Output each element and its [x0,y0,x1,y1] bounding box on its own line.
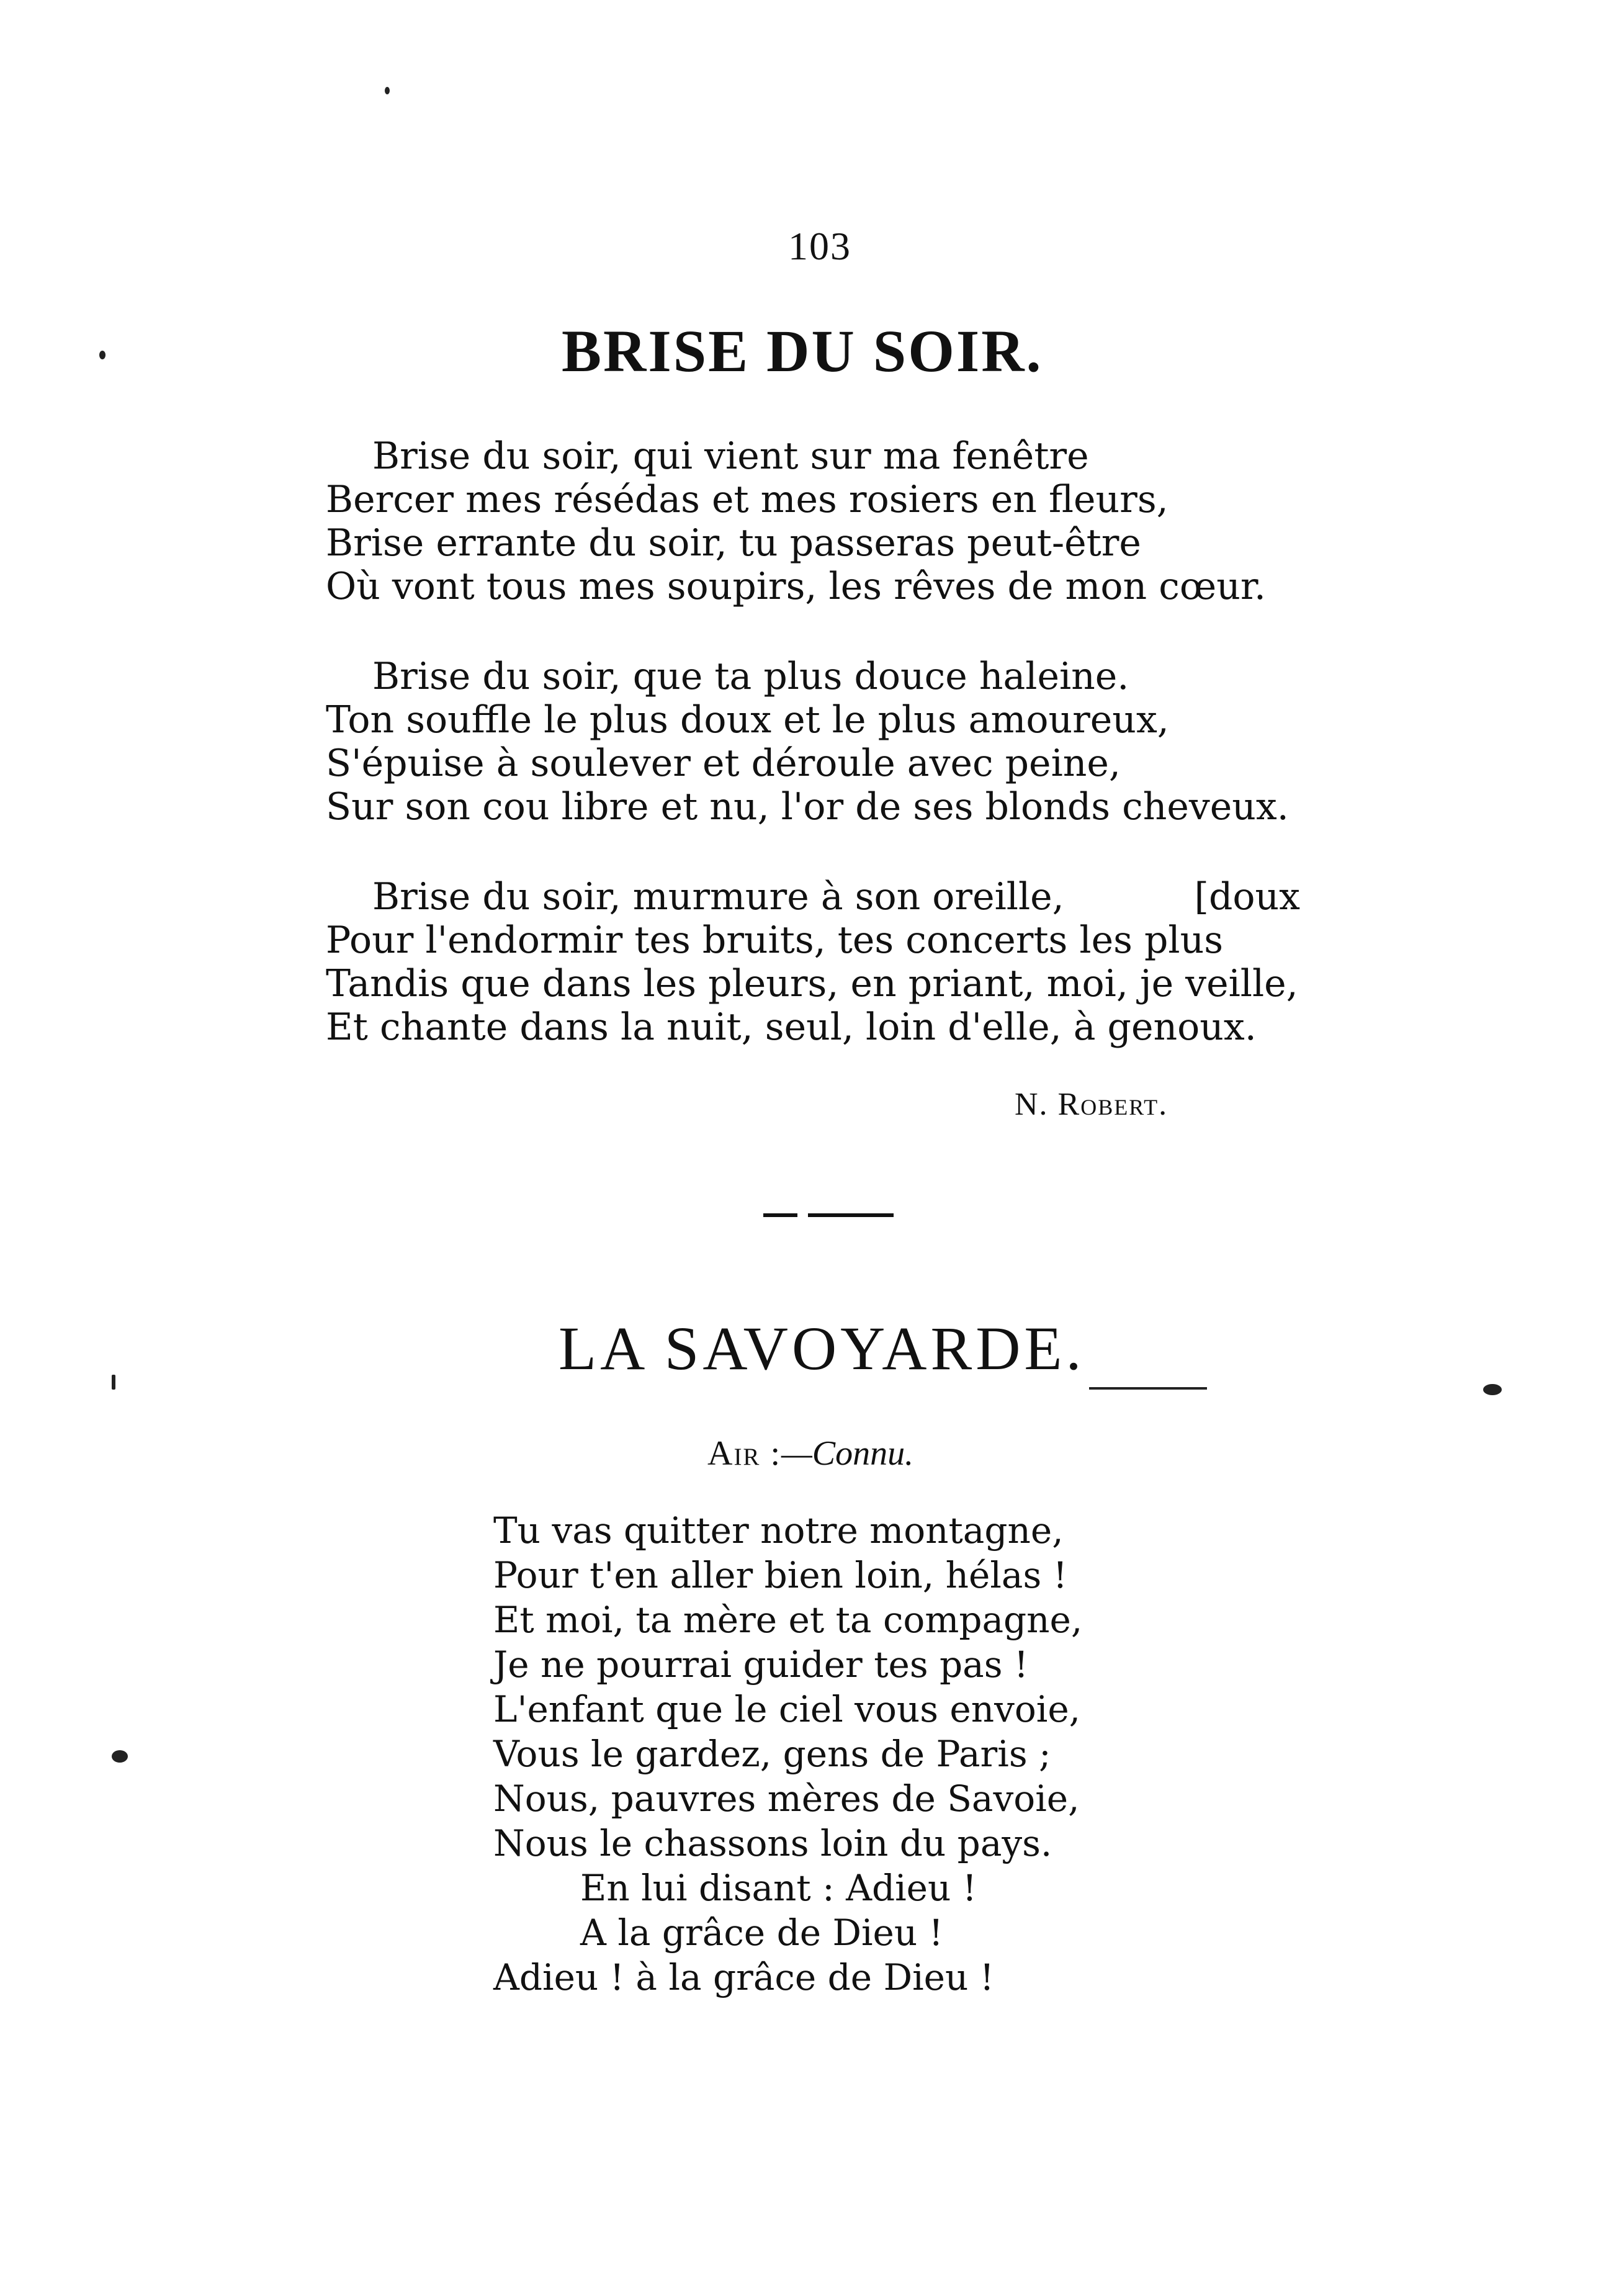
verse-line: Et chante dans la nuit, seul, loin d'elle, à genoux. [326,1005,1257,1049]
verse-line: Pour t'en aller bien loin, hélas ! [493,1554,1067,1596]
ink-speck [385,87,390,94]
verse-line: Et moi, ta mère et ta compagne, [493,1599,1083,1641]
verse-line: Sur son cou libre et nu, l'or de ses blonds cheveux. [326,785,1289,829]
verse-line: Bercer mes résédas et mes rosiers en fleurs, [326,478,1169,521]
verse-line: Tandis que dans les pleurs, en priant, moi, je veille, [326,962,1298,1005]
poem1-stanza-3 [326,875,1300,1049]
poem1-stanza-1 [326,434,1266,608]
verse-line: Pour l'endormir tes bruits, tes concerts les plus [326,919,1224,962]
verse-line: Brise du soir, murmure à son oreille, [doux [372,875,1300,919]
refrain-line: En lui disant : Adieu ! [580,1867,977,1909]
verse-line: Nous le chassons loin du pays. [493,1822,1052,1864]
verse-line: Je ne pourrai guider tes pas ! [493,1643,1029,1686]
title-underline-rule [1089,1387,1207,1390]
separator-dash-short [763,1213,797,1217]
verse-line: L'enfant que le ciel vous envoie, [493,1688,1081,1730]
page-number: 103 [788,224,851,268]
poem1-attribution: N. Robert. [1015,1087,1169,1122]
refrain-line: A la grâce de Dieu ! [580,1912,943,1954]
verse-line: Nous, pauvres mères de Savoie, [493,1777,1080,1820]
poem-title-brise-du-soir: BRISE DU SOIR. [562,318,1043,384]
tune-value: —Connu. [781,1434,914,1473]
verse-line: Brise du soir, que ta plus douce haleine. [372,655,1129,698]
poem-title-la-savoyarde: LA SAVOYARDE. [559,1314,1085,1383]
tune-label: Air : [707,1434,781,1473]
verse-line: S'épuise à soulever et déroule avec peine, [326,742,1121,785]
ink-speck [1483,1384,1502,1395]
verse-line: Brise errante du soir, tu passeras peut-être [326,521,1141,565]
ink-speck [112,1750,128,1763]
tune-indication [707,1434,913,1473]
verse-line: Brise du soir, qui vient sur ma fenêtre [372,434,1089,478]
ink-speck [99,351,105,359]
verse-line: Vous le gardez, gens de Paris ; [493,1733,1051,1775]
separator-dash-long [808,1213,894,1217]
ink-speck [112,1375,115,1390]
refrain-line: Adieu ! à la grâce de Dieu ! [493,1956,995,1998]
poem1-stanza-2 [326,655,1289,829]
poem2-stanza-1 [493,1508,1082,2000]
verse-line: Ton souffle le plus doux et le plus amoureux, [326,698,1169,742]
section-separator [763,1213,894,1217]
verse-line: Où vont tous mes soupirs, les rêves de mon cœur. [326,565,1266,608]
verse-line: Tu vas quitter notre montagne, [493,1509,1064,1552]
